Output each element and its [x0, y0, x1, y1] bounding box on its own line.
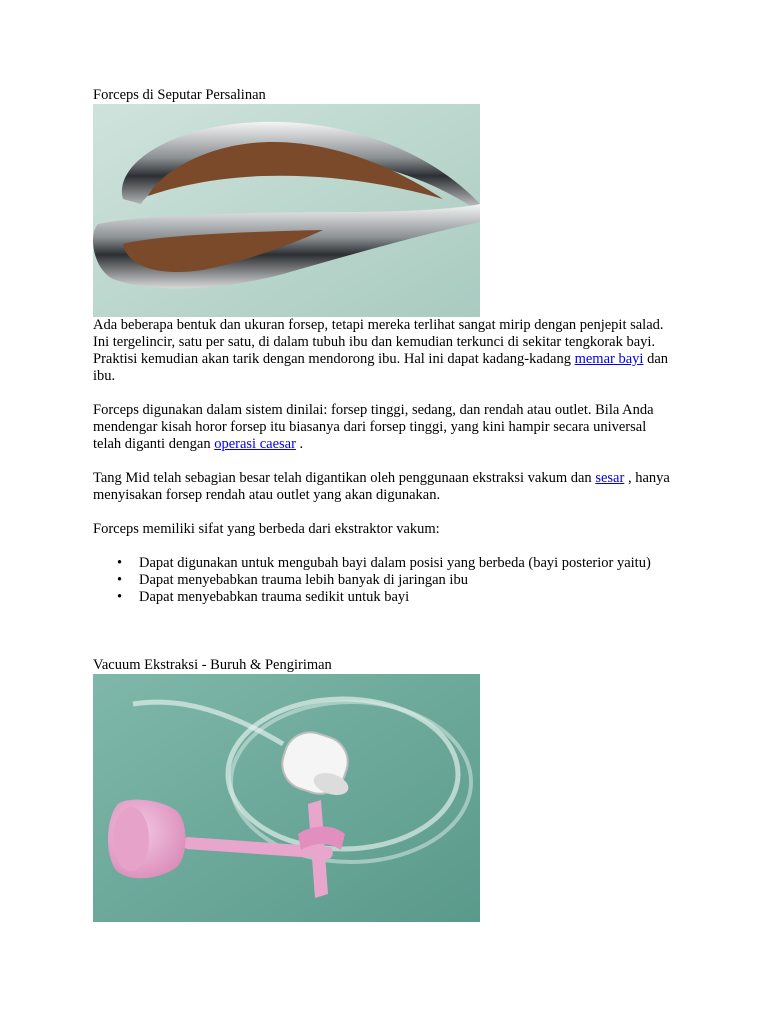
- paragraph-3-text-end: , hanya menyisakan forsep rendah atau outlet yang akan digunakan.: [93, 470, 670, 503]
- paragraph-3-text: Tang Mid telah sebagian besar telah digantikan oleh penggunaan ekstraksi vakum dan: [93, 470, 596, 486]
- forceps-properties-list: [93, 555, 673, 606]
- link-operasi-caesar[interactable]: operasi caesar: [214, 436, 296, 452]
- list-item: • Dapat menyebabkan trauma sedikit untuk bayi: [139, 589, 673, 606]
- paragraph-3: [93, 470, 673, 504]
- list-item: • Dapat menyebabkan trauma lebih banyak di jaringan ibu: [139, 572, 673, 589]
- vacuum-heading: Vacuum Ekstraksi - Buruh & Pengiriman: [93, 657, 332, 673]
- paragraph-4: Forceps memiliki sifat yang berbeda dari ekstraktor vakum:: [93, 521, 440, 537]
- document-body: [93, 87, 673, 922]
- paragraph-1-text: Ada beberapa bentuk dan ukuran forsep, tetapi mereka terlihat sangat mirip dengan penjepit salad. Ini tergelincir, satu per satu, di dalam tubuh ibu dan kemudian terkunci di sekitar tengkorak bayi. Praktisi kemudian akan tarik dengan mendorong ibu. Hal ini dapat kadang-kadang: [93, 317, 664, 367]
- vacuum-extractor-image: [93, 674, 480, 922]
- paragraph-2-text-end: .: [295, 436, 304, 452]
- paragraph-1: [93, 317, 673, 385]
- forceps-heading: Forceps di Seputar Persalinan: [93, 87, 266, 103]
- paragraph-2-text: Forceps digunakan dalam sistem dinilai: forsep tinggi, sedang, dan rendah atau outlet. Bila Anda mendengar kisah horor forsep itu biasanya dari forsep tinggi, yang kini hampir secara universal telah diganti dengan: [93, 402, 654, 452]
- paragraph-1-text-end: dan ibu.: [93, 351, 669, 384]
- link-memar-bayi[interactable]: memar bayi: [574, 351, 644, 367]
- forceps-image: [93, 104, 480, 317]
- link-sesar[interactable]: sesar: [595, 470, 625, 486]
- list-item: • Dapat digunakan untuk mengubah bayi dalam posisi yang berbeda (bayi posterior yaitu): [139, 555, 673, 572]
- paragraph-2: [93, 402, 673, 453]
